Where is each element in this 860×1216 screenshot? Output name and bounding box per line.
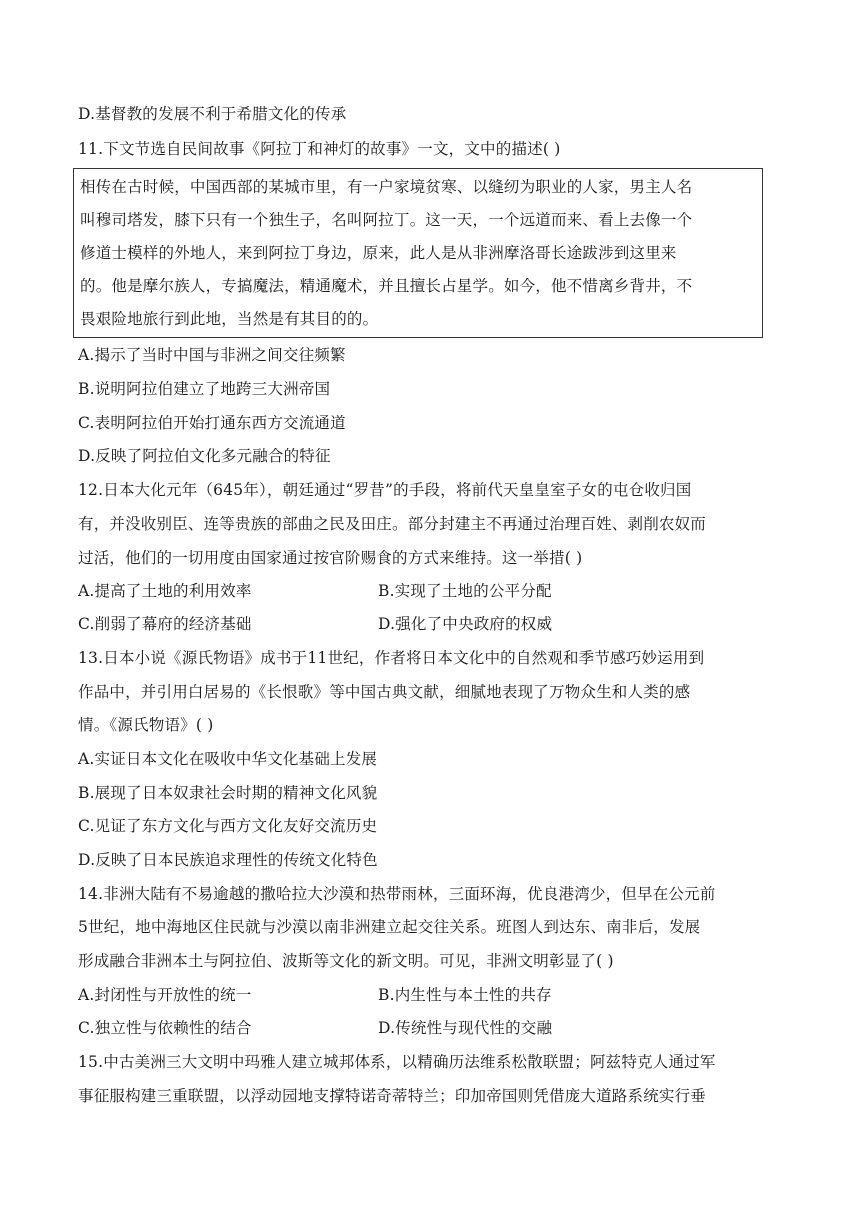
q12-stem-line-3: 过活，他们的一切用度由国家通过按官阶赐食的方式来维持。这一举措( ) — [78, 549, 583, 567]
q11-option-c: C.表明阿拉伯开始打通东西方交流通道 — [78, 414, 346, 432]
q12-stem-line-1: 12.日本大化元年（645年），朝廷通过“罗昔”的手段，将前代天皇皇室子女的屯仓收归国 — [78, 481, 692, 499]
q13-option-a: A.实证日本文化在吸收中华文化基础上发展 — [78, 750, 378, 768]
q10-option-d: D.基督教的发展不利于希腊文化的传承 — [78, 105, 347, 123]
q14-option-d: D.传统性与现代性的交融 — [378, 1019, 553, 1037]
q14-option-c: C.独立性与依赖性的结合 — [78, 1019, 252, 1037]
q11-source-box — [73, 168, 763, 338]
q13-option-d: D.反映了日本民族追求理性的传统文化特色 — [78, 851, 378, 869]
q11-option-d: D.反映了阿拉伯文化多元融合的特征 — [78, 447, 331, 465]
q14-option-a: A.封闭性与开放性的统一 — [78, 986, 252, 1004]
q11-option-a: A.揭示了当时中国与非洲之间交往频繁 — [78, 346, 346, 364]
source-line-2: 叫穆司塔发，膝下只有一个独生子，名叫阿拉丁。这一天，一个远道而来、看上去像一个 — [80, 211, 693, 229]
q14-stem-line-1: 14.非洲大陆有不易逾越的撒哈拉大沙漠和热带雨林，三面环海，优良港湾少，但早在公元前 — [78, 885, 716, 903]
q15-stem-line-2: 事征服构建三重联盟，以浮动园地支撑特诺奇蒂特兰；印加帝国则凭借庞大道路系统实行垂 — [78, 1087, 707, 1105]
q13-stem-line-2: 作品中，并引用白居易的《长恨歌》等中国古典文献，细腻地表现了万物众生和人类的感 — [78, 683, 691, 701]
q12-option-d: D.强化了中央政府的权威 — [378, 615, 553, 633]
q14-stem-line-2: 5世纪，地中海地区住民就与沙漠以南非洲建立起交往关系。班图人到达东、南非后，发展 — [78, 918, 701, 936]
q11-stem: 11.下文节选自民间故事《阿拉丁和神灯的故事》一文，文中的描述( ) — [78, 140, 561, 158]
source-line-3: 修道士模样的外地人，来到阿拉丁身边，原来，此人是从非洲摩洛哥长途跋涉到这里来 — [80, 244, 677, 262]
q14-option-b: B.内生性与本土性的共存 — [378, 986, 552, 1004]
q14-stem-line-3: 形成融合非洲本土与阿拉伯、波斯等文化的新文明。可见，非洲文明彰显了( ) — [78, 952, 614, 970]
q12-option-a: A.提高了土地的利用效率 — [78, 582, 252, 600]
q11-option-b: B.说明阿拉伯建立了地跨三大洲帝国 — [78, 380, 331, 398]
source-line-4: 的。他是摩尔族人，专搞魔法，精通魔术，并且擅长占星学。如今，他不惜离乡背井，不 — [80, 277, 693, 295]
q12-option-b: B.实现了土地的公平分配 — [378, 582, 552, 600]
source-line-5: 畏艰险地旅行到此地，当然是有其目的的。 — [80, 310, 379, 328]
q13-stem-line-1: 13.日本小说《源氏物语》成书于11世纪，作者将日本文化中的自然观和季节感巧妙运用到 — [78, 649, 705, 667]
q13-stem-line-3: 情。《源氏物语》( ) — [78, 716, 214, 734]
source-line-1: 相传在古时候，中国西部的某城市里，有一户家境贫寒、以缝纫为职业的人家，男主人名 — [80, 178, 693, 196]
q13-option-b: B.展现了日本奴隶社会时期的精神文化风貌 — [78, 784, 378, 802]
q12-option-c: C.削弱了幕府的经济基础 — [78, 615, 252, 633]
q13-option-c: C.见证了东方文化与西方文化友好交流历史 — [78, 817, 378, 835]
q12-stem-line-2: 有，并没收别臣、连等贵族的部曲之民及田庄。部分封建主不再通过治理百姓、剥削农奴而 — [78, 515, 707, 533]
q15-stem-line-1: 15.中古美洲三大文明中玛雅人建立城邦体系，以精确历法维系松散联盟；阿兹特克人通过军 — [78, 1053, 716, 1071]
